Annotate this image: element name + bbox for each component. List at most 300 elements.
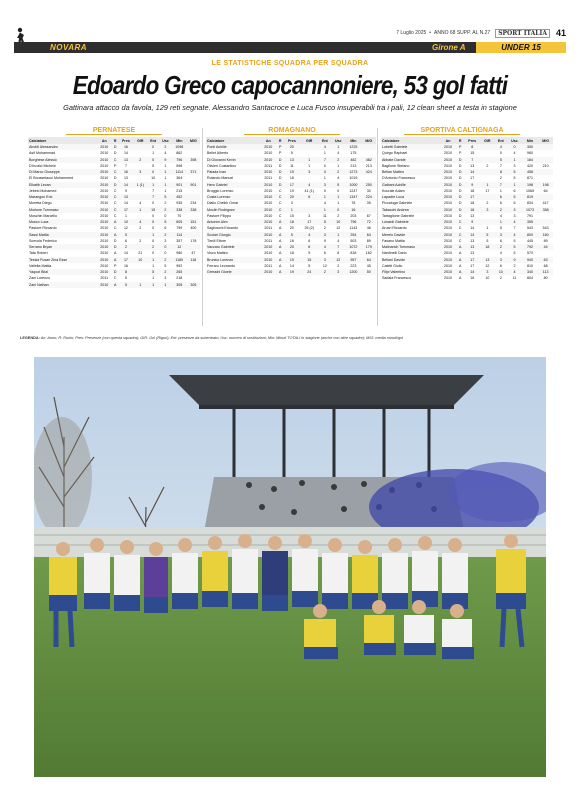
stat-cell: 179 — [362, 244, 376, 250]
stat-cell: 5 — [480, 232, 494, 238]
stat-cell: 1200 — [345, 269, 361, 275]
stat-cell: 1 — [486, 226, 489, 231]
column-header: R — [456, 137, 464, 144]
player-name: Diallo Cheikh Omar — [207, 201, 239, 206]
stat-cell: 4 — [139, 201, 142, 206]
stat-cell: 13 — [119, 194, 134, 200]
stat-cell: D — [456, 207, 464, 213]
column-header: M/G — [362, 137, 376, 144]
stat-cell: 2010 — [100, 151, 109, 156]
stat-cell: 5 — [486, 238, 489, 243]
stat-cell: 3 — [164, 238, 167, 243]
stat-cell: 0 — [147, 169, 159, 175]
stat-cell: 17 — [464, 257, 480, 263]
stat-cell: 901 — [187, 182, 200, 188]
stat-cell: 1 — [147, 282, 159, 288]
stat-cell: D — [276, 182, 284, 188]
table-row — [206, 257, 376, 263]
stat-cell: 12 — [331, 257, 345, 263]
stat-cell: 14 — [289, 263, 294, 268]
stat-cell: 7 — [464, 157, 480, 163]
player-name: Merelo Davide — [381, 232, 440, 238]
player-name: Scevola Federico — [29, 238, 57, 243]
stat-cell: 0 — [147, 157, 159, 163]
player-name: Lobetti Gabriele — [381, 144, 440, 150]
stat-cell: 4 — [164, 151, 167, 156]
player-name: Borghese Alessio — [28, 157, 97, 163]
stat-cell: 1000 — [345, 182, 361, 188]
stat-cell: 3 — [300, 169, 319, 175]
stat-cell: 254 — [345, 232, 361, 238]
column-header: Calciatore — [206, 137, 260, 144]
stat-cell: 305 — [172, 282, 187, 288]
stat-cell: 2010 — [444, 226, 453, 231]
column-header: Usc — [331, 137, 345, 144]
stat-cell: 9 — [159, 157, 172, 163]
player-name: Ponti Achille — [206, 144, 260, 150]
stat-cell: D — [278, 176, 282, 181]
table-header-row — [206, 137, 376, 144]
stat-cell: 3 — [164, 276, 167, 281]
legend-text: An: Anno; R: Ruolo; Pres: Presenze (con questa squadra); GIR: Gol (Rigori); Ent: presenze da subentrato; Usc: numero di sostituzioni; Min: Minuti TOTALI in stagione (anche con altre squadre); M/G: media minuti/gol — [40, 336, 404, 340]
stat-cell: 7 — [319, 157, 332, 163]
stat-cell: 364 — [176, 176, 183, 181]
player-name: Tirelli Ettore — [207, 238, 227, 243]
article-subheadline: Gattinara attacco da favola, 129 reti segnate. Alessandro Santacroce e Luca Fusco insuperabili tra i pali, 12 clean sheet a testa in stagione — [63, 103, 517, 112]
column-header: Calciatore — [28, 137, 97, 144]
stat-cell: 2010 — [440, 232, 457, 238]
stat-cell: 3 — [480, 269, 494, 275]
stat-cell: 1065 — [525, 188, 534, 193]
stat-cell: 2010 — [444, 163, 453, 168]
stat-cell: 5 — [119, 282, 134, 288]
stat-cell: 0 — [507, 144, 521, 150]
player-name: Marangon Eric — [28, 194, 97, 200]
team-title-romagnano: ROMAGNANO — [244, 127, 340, 135]
stat-cell: 2 — [494, 244, 507, 250]
stat-cell: 792 — [522, 244, 539, 250]
stat-cell: 2010 — [260, 219, 276, 225]
stat-cell: A — [276, 244, 284, 250]
player-name: Bellani Davide — [381, 257, 440, 263]
stat-cell: 45 — [366, 263, 371, 268]
table-row — [206, 200, 376, 206]
stat-cell: 2 — [486, 163, 489, 168]
stat-cell: 796 — [345, 219, 361, 225]
table-header-row — [28, 137, 200, 144]
stat-cell: 12 — [172, 244, 187, 250]
stat-cell: D — [458, 213, 462, 218]
stat-cell: 2 — [159, 269, 172, 275]
stat-cell: P — [113, 263, 117, 268]
stat-cell: 2010 — [100, 176, 109, 181]
player-name: Vaccaro Gabriele — [206, 244, 260, 250]
stat-cell: 1247 — [349, 188, 358, 193]
stat-cell: 1 — [164, 176, 167, 181]
stat-cell: 0 — [319, 169, 332, 175]
stat-cell: 6 — [164, 226, 167, 231]
stat-cell: 1 — [159, 169, 172, 175]
stat-cell: 2010 — [264, 201, 273, 206]
column-header: Ent — [319, 137, 332, 144]
stat-cell: 10 — [133, 257, 147, 263]
stat-cell: 20 — [284, 244, 300, 250]
stat-cell: 13 — [470, 213, 475, 218]
legend — [20, 336, 560, 340]
section-name: NOVARA — [50, 43, 88, 52]
stat-cell: A — [278, 263, 282, 268]
column-header: GIR — [480, 137, 494, 144]
stat-cell: 4 — [319, 144, 332, 150]
player-name: Abbate Davide — [381, 157, 440, 163]
stat-cell: 2010 — [440, 182, 457, 188]
player-name: Serrano Bryan — [28, 244, 97, 250]
stat-cell: A — [112, 219, 119, 225]
stat-cell: 14 — [123, 151, 128, 156]
stat-cell: 9 — [124, 188, 127, 193]
stat-cell: 1 — [331, 144, 345, 150]
top-bar: 7 Luglio 2025 • ANNO 68 SUPP. AL N.27 SPORT ITALIA 41 — [396, 28, 566, 38]
stat-cell: C — [278, 213, 282, 218]
stats-table-caltignaga — [381, 137, 553, 282]
stat-cell: D — [278, 163, 282, 168]
stat-cell: 3 — [331, 269, 345, 275]
stat-cell: 203 — [350, 213, 357, 218]
stat-cell: D — [276, 157, 284, 163]
stat-cell: 4 — [300, 182, 319, 188]
stat-cell: 0 — [152, 201, 155, 206]
player-name: Arucri Riccardo — [382, 226, 407, 231]
stat-cell: 1 — [331, 194, 345, 200]
stat-cell: 1 — [507, 182, 521, 188]
stat-cell: 1 — [284, 207, 300, 213]
column-header: M/G — [187, 137, 200, 144]
table-row — [206, 225, 376, 231]
stat-cell: 2 — [331, 157, 345, 163]
player-name: Alrobli Alessandro — [28, 144, 97, 150]
stat-cell: P — [456, 144, 464, 150]
stat-cell: 2010 — [100, 188, 109, 193]
stat-cell: 818 — [350, 251, 357, 256]
stat-cell: 2010 — [97, 182, 112, 188]
stat-cell: 7 — [152, 188, 155, 193]
stat-cell: 6 — [513, 201, 516, 206]
stat-cell: 2010 — [444, 151, 453, 156]
stat-cell: 2010 — [444, 201, 453, 206]
player-name: Elkatib Lecan — [28, 182, 97, 188]
stat-cell: 482 — [362, 157, 376, 163]
stat-cell: A — [112, 282, 119, 288]
stat-cell: 1180 — [172, 257, 187, 263]
stat-cell: 10 — [119, 219, 134, 225]
stat-cell: 17 — [485, 188, 490, 193]
stat-cell: 799 — [176, 226, 183, 231]
stat-cell: 2010 — [260, 144, 276, 150]
stat-cell: 20 — [284, 144, 300, 150]
stat-cell: 13 — [464, 244, 480, 250]
stat-cell: 2010 — [97, 282, 112, 288]
stat-cell: 16 — [289, 238, 294, 243]
player-name: Morlone Tommaso — [28, 207, 97, 213]
stat-cell: 1019 — [349, 176, 358, 181]
stat-cell: D — [456, 157, 464, 163]
stat-cell: 5 — [164, 263, 167, 268]
stat-cell: 2010 — [260, 182, 276, 188]
stat-cell: 5 — [124, 276, 127, 281]
stat-cell: 17 — [470, 263, 475, 268]
player-name: Quirgo Raphael — [382, 151, 408, 156]
stat-cell: 3 — [513, 163, 516, 168]
stat-cell: 5 — [507, 244, 521, 250]
stat-cell: D — [276, 169, 284, 175]
stat-cell: 2010 — [97, 157, 112, 163]
stat-cell: 14 — [464, 169, 480, 175]
stat-cell: 2 — [337, 263, 340, 268]
stat-cell: 21 — [138, 251, 143, 256]
stat-cell: 7 — [331, 244, 345, 250]
player-name: Bellan Matteo — [381, 169, 440, 175]
stat-cell: 12 — [123, 226, 128, 231]
stat-cell: 8 — [464, 144, 480, 150]
stat-cell: 598 — [176, 163, 183, 168]
player-name: D'Antonio Francesco — [382, 176, 416, 181]
player-name: Moschin Marcello — [29, 213, 57, 218]
stat-cell: 2011 — [264, 226, 273, 231]
stat-cell: C — [276, 194, 284, 200]
table-row — [28, 282, 200, 288]
stat-cell: 265 — [172, 269, 187, 275]
stat-cell: 2 — [159, 232, 172, 238]
column-header: Pres — [284, 137, 300, 144]
stat-cell: 7 — [499, 163, 502, 168]
stat-cell: 17 — [119, 207, 134, 213]
stat-cell: 338 — [172, 207, 187, 213]
stat-cell: 5 — [494, 157, 507, 163]
stat-cell: P — [113, 163, 117, 168]
table-row — [206, 188, 376, 194]
stat-cell: 5 — [507, 194, 521, 200]
column-header: Min — [345, 137, 361, 144]
stat-cell: 4 — [507, 219, 521, 225]
stat-cell: A — [456, 269, 464, 275]
stat-cell: 113 — [538, 269, 553, 275]
stat-cell: 4 — [323, 201, 326, 206]
stat-cell: 3 — [308, 213, 311, 218]
stat-cell: 417 — [542, 201, 549, 206]
stat-cell: 47 — [191, 251, 196, 256]
stat-cell: 178 — [190, 238, 197, 243]
stat-cell: 503 — [350, 238, 357, 243]
stat-cell: 72 — [362, 219, 376, 225]
column-header: Pres — [119, 137, 134, 144]
stat-cell: P — [278, 151, 282, 156]
stat-cell: 3 — [319, 232, 332, 238]
stat-cell: 2010 — [260, 207, 276, 213]
stat-cell: 570 — [526, 251, 533, 256]
player-name: D'Incalci Michele — [29, 163, 56, 168]
stat-cell: 2010 — [440, 157, 457, 163]
stat-cell: 2010 — [440, 169, 457, 175]
player-name: Baglione Stefano — [382, 163, 410, 168]
stat-cell: A — [276, 269, 284, 275]
stat-cell: 1273 — [345, 169, 361, 175]
stat-cell: 13 — [470, 163, 475, 168]
stat-cell: 13 — [480, 257, 494, 263]
stat-cell: 89 — [543, 238, 548, 243]
stat-cell: 2010 — [97, 144, 112, 150]
stat-cell: 358 — [538, 207, 553, 213]
stat-cell: 1 — [164, 188, 167, 193]
stat-cell: 3 — [319, 182, 332, 188]
stat-cell: 1 — [300, 157, 319, 163]
stat-cell: 6 — [499, 201, 502, 206]
stat-cell: 1 — [308, 163, 311, 168]
stat-cell: 250 — [362, 182, 376, 188]
stat-cell: 2 — [331, 169, 345, 175]
stat-cell: 4 — [499, 213, 502, 218]
stat-cell: 452 — [172, 194, 187, 200]
stat-cell: 4 — [513, 151, 516, 156]
column-header: Min — [522, 137, 539, 144]
stat-cell: 64 — [362, 257, 376, 263]
stat-cell: 218 — [176, 276, 183, 281]
stat-cell: 0 — [164, 251, 167, 256]
column-header: Ent — [147, 137, 159, 144]
stat-cell: 2010 — [100, 263, 109, 268]
stat-cell: 16 — [470, 276, 475, 281]
player-name: Tartaglione Gabriele — [382, 213, 415, 218]
stat-cell: D — [113, 238, 117, 243]
stat-cell: 2010 — [440, 257, 457, 263]
stat-cell: 800 — [522, 232, 539, 238]
stat-cell: 30 — [366, 188, 371, 193]
player-name: Tabacchi Andrea — [381, 207, 440, 213]
stat-cell: D — [112, 144, 119, 150]
stat-cell: D — [112, 244, 119, 250]
stat-cell: 2010 — [260, 169, 276, 175]
stat-cell: 2010 — [264, 151, 273, 156]
stat-cell: A — [112, 232, 119, 238]
player-name: Vallelta Mattia — [29, 263, 52, 268]
table-row — [206, 207, 376, 213]
stat-cell: 2010 — [444, 276, 453, 281]
stat-cell: 2 — [133, 157, 147, 163]
stat-cell: 118 — [187, 257, 200, 263]
category-badge: UNDER 15 — [476, 42, 566, 53]
player-name: Hero Gabriel — [206, 182, 260, 188]
stat-cell: 804 — [526, 276, 533, 281]
stat-cell: 1 — [507, 157, 521, 163]
stat-cell: 14 — [470, 226, 475, 231]
stat-cell: 2010 — [260, 269, 276, 275]
stat-cell: 2011 — [264, 163, 273, 168]
girone-label: Girone A — [432, 43, 466, 52]
player-name: Galbani Achille — [381, 182, 440, 188]
stat-cell: 12 — [336, 226, 341, 231]
stat-cell: 2010 — [440, 194, 457, 200]
stat-cell: 10 — [151, 176, 156, 181]
page-number: 41 — [555, 28, 566, 38]
stat-cell: 1 — [147, 257, 159, 263]
player-name: Gressini Gioele — [206, 269, 260, 275]
column-header: An — [440, 137, 457, 144]
stat-cell: 543 — [542, 226, 549, 231]
column-header: Ent — [494, 137, 507, 144]
player-name: Visco Matteo — [207, 251, 228, 256]
stat-cell: 67 — [366, 213, 371, 218]
stat-cell: 2010 — [444, 188, 453, 193]
stat-cell: 14 — [464, 269, 480, 275]
stat-cell: C — [113, 188, 117, 193]
stat-cell: 2011 — [100, 276, 109, 281]
stat-cell: 2010 — [97, 269, 112, 275]
stat-cell: 2010 — [97, 232, 112, 238]
player-name: Filipi Valentino — [381, 269, 440, 275]
stat-cell: 80 — [543, 276, 548, 281]
stat-cell: 0 — [159, 244, 172, 250]
stat-cell: 0 — [152, 238, 155, 243]
table-row — [206, 244, 376, 250]
team-title-pernatese: PERNATESE — [66, 127, 162, 135]
stat-cell: 2010 — [440, 244, 457, 250]
stat-cell: 4 — [507, 232, 521, 238]
stat-cell: 6 — [499, 238, 502, 243]
stat-cell: 2010 — [444, 238, 453, 243]
stat-cell: 4 — [507, 269, 521, 275]
stat-cell: 25 (2) — [304, 226, 314, 231]
stat-cell: 862 — [176, 151, 183, 156]
stat-cell: 1 — [499, 188, 502, 193]
stat-cell: 6 — [300, 194, 319, 200]
stat-cell: 8 — [494, 169, 507, 175]
stat-cell: 2010 — [100, 201, 109, 206]
stat-cell: 10 — [485, 276, 490, 281]
stat-cell: 5 — [119, 232, 134, 238]
table-row — [206, 157, 376, 163]
stat-cell: 5 — [152, 163, 155, 168]
stat-cell: 940 — [522, 257, 539, 263]
stat-cell: 1 — [494, 219, 507, 225]
stat-cell: 10 — [494, 269, 507, 275]
stat-cell: 5 — [499, 226, 502, 231]
column-header: GIR — [300, 137, 319, 144]
table-row — [206, 263, 376, 269]
stat-cell: 13 — [284, 157, 300, 163]
player-name: Tessia Fusan Zina Esse — [28, 257, 97, 263]
stat-cell: 2010 — [444, 176, 453, 181]
stat-cell: 2 — [499, 176, 502, 181]
stat-cell: 2010 — [260, 232, 276, 238]
stat-cell: 2010 — [440, 144, 457, 150]
stat-cell: 14 — [464, 232, 480, 238]
stat-cell: 3 — [494, 232, 507, 238]
stat-cell: 198 — [522, 182, 539, 188]
stat-cell: 2010 — [97, 207, 112, 213]
stat-cell: A — [276, 232, 284, 238]
stat-cell: 6 — [494, 194, 507, 200]
stat-cell: 2 — [139, 238, 142, 243]
stat-cell: 44 — [538, 244, 553, 250]
stat-cell: 2010 — [444, 213, 453, 218]
stat-cell: 14 — [119, 182, 134, 188]
stat-cell: 16 — [119, 144, 134, 150]
stat-cell: 1 — [164, 163, 167, 168]
stat-cell: 18 — [464, 207, 480, 213]
stat-cell: 2010 — [97, 244, 112, 250]
stat-cell: 1 — [319, 207, 332, 213]
player-name: Olivieri Costantino — [207, 163, 237, 168]
stat-cell: 0 — [147, 144, 159, 150]
